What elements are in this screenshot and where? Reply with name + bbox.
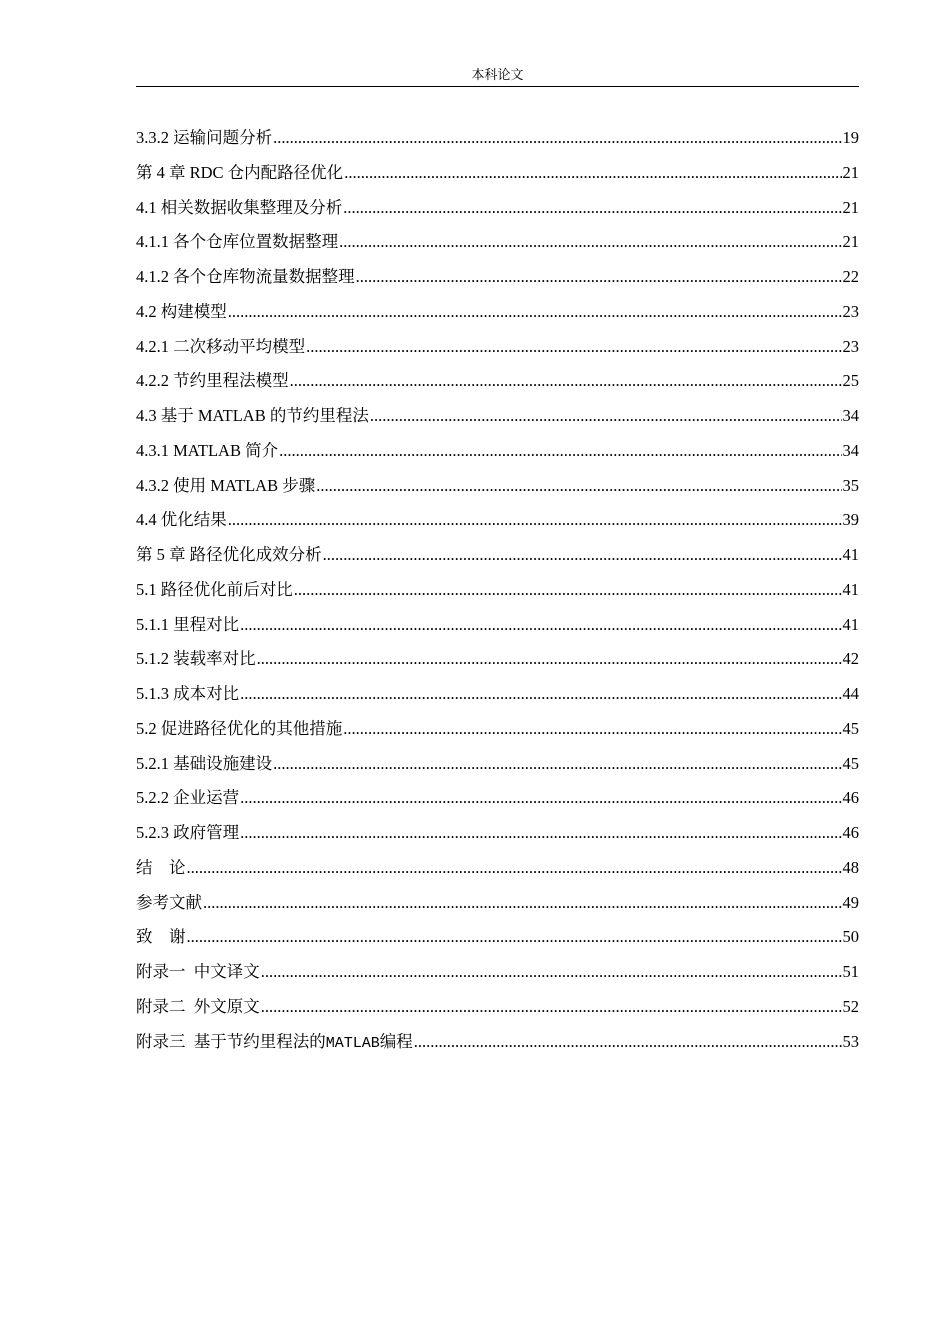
toc-dot-leader <box>414 1028 842 1056</box>
toc-entry-title: 5.2.2 企业运营 <box>136 788 240 808</box>
toc-dot-leader <box>273 750 841 778</box>
toc-dot-leader <box>370 402 842 430</box>
toc-dot-leader <box>356 263 842 291</box>
toc-entry[interactable] <box>136 923 859 958</box>
toc-entry[interactable] <box>136 854 859 889</box>
toc-entry-title: 4.3.1 MATLAB 简介 <box>136 440 279 460</box>
toc-entry-page: 21 <box>842 197 859 217</box>
toc-dot-leader <box>273 124 841 152</box>
toc-entry-title: 5.2.3 政府管理 <box>136 823 240 842</box>
toc-dot-leader <box>240 784 841 812</box>
toc-entry[interactable] <box>136 784 859 819</box>
toc-dot-leader <box>187 923 842 951</box>
toc-dot-leader <box>339 228 841 256</box>
toc-entry-page: 49 <box>842 892 859 912</box>
toc-entry[interactable] <box>136 124 859 159</box>
toc-entry-title: 第 4 章 RDC 仓内配路径优化 <box>136 162 344 182</box>
header-title: 本科论文 <box>471 67 524 82</box>
toc-dot-leader <box>187 854 842 882</box>
toc-entry-title: 附录二 外文原文 <box>136 996 260 1016</box>
toc-entry-page: 23 <box>842 336 859 356</box>
toc-entry-page: 48 <box>842 857 859 877</box>
toc-entry-title: 5.2 促进路径优化的其他措施 <box>136 718 343 738</box>
toc-entry-page: 34 <box>842 440 859 460</box>
toc-entry-title: 附录一 中文译文 <box>136 962 260 981</box>
toc-entry-title: 4.1 相关数据收集整理及分析 <box>136 197 343 217</box>
toc-dot-leader <box>240 819 841 847</box>
toc-entry-page: 25 <box>842 371 859 391</box>
toc-dot-leader <box>203 889 842 917</box>
toc-entry[interactable] <box>136 228 859 263</box>
toc-dot-leader <box>240 680 841 708</box>
toc-dot-leader <box>343 715 841 743</box>
toc-entry[interactable] <box>136 715 859 750</box>
toc-dot-leader <box>261 958 842 986</box>
toc-entry-page: 39 <box>842 510 859 530</box>
toc-entry[interactable] <box>136 472 859 507</box>
toc-dot-leader <box>323 541 842 569</box>
toc-entry[interactable] <box>136 367 859 402</box>
toc-entry-page: 22 <box>842 267 859 286</box>
toc-entry-page: 41 <box>842 579 859 599</box>
page-header <box>136 66 859 87</box>
toc-entry-title: 5.1.1 里程对比 <box>136 614 240 634</box>
toc-dot-leader <box>316 472 841 500</box>
toc-entry[interactable] <box>136 958 859 993</box>
toc-dot-leader <box>290 367 842 395</box>
toc-entry-page: 52 <box>842 996 859 1016</box>
toc-entry-title: 5.1 路径优化前后对比 <box>136 579 293 599</box>
toc-entry-page: 41 <box>842 545 859 564</box>
toc-entry-title: 致 谢 <box>136 927 186 947</box>
toc-dot-leader <box>294 576 842 604</box>
toc-entry[interactable] <box>136 541 859 576</box>
toc-entry-page: 41 <box>842 614 859 634</box>
toc-entry[interactable] <box>136 194 859 229</box>
toc-entry-title: 5.1.3 成本对比 <box>136 684 240 703</box>
toc-entry-page: 44 <box>842 684 859 703</box>
toc-entry-title: 4.2.2 节约里程法模型 <box>136 371 289 391</box>
toc-entry-title: 第 5 章 路径优化成效分析 <box>136 545 322 564</box>
table-of-contents <box>136 124 859 1062</box>
toc-entry-title: 5.2.1 基础设施建设 <box>136 753 273 773</box>
toc-entry[interactable] <box>136 437 859 472</box>
toc-entry[interactable] <box>136 263 859 298</box>
toc-entry-title: 4.2 构建模型 <box>136 301 227 321</box>
toc-entry-title: 4.1.1 各个仓库位置数据整理 <box>136 232 339 252</box>
toc-entry-title-suffix: 编程 <box>379 1031 413 1051</box>
toc-entry-page: 45 <box>842 718 859 738</box>
toc-entry[interactable] <box>136 993 859 1028</box>
toc-dot-leader <box>343 194 841 222</box>
toc-dot-leader <box>228 506 842 534</box>
toc-entry-page: 53 <box>842 1031 859 1051</box>
toc-entry-title: 5.1.2 装载率对比 <box>136 649 256 669</box>
toc-entry[interactable] <box>136 402 859 437</box>
toc-entry[interactable] <box>136 680 859 715</box>
toc-entry-title: 4.4 优化结果 <box>136 510 227 530</box>
toc-entry-page: 46 <box>842 823 859 842</box>
toc-dot-leader <box>279 437 841 465</box>
toc-entry-page: 35 <box>842 475 859 495</box>
toc-entry-title: 4.3 基于 MATLAB 的节约里程法 <box>136 406 369 425</box>
toc-entry-page: 23 <box>842 301 859 321</box>
toc-entry[interactable] <box>136 298 859 333</box>
toc-dot-leader <box>261 993 842 1021</box>
toc-entry-page: 45 <box>842 753 859 773</box>
toc-entry-page: 21 <box>842 232 859 252</box>
toc-dot-leader <box>228 298 842 326</box>
toc-dot-leader <box>257 645 842 673</box>
toc-entry[interactable] <box>136 506 859 541</box>
toc-entry-page: 19 <box>842 128 859 147</box>
toc-entry-page: 46 <box>842 788 859 808</box>
toc-entry-title: 4.2.1 二次移动平均模型 <box>136 336 306 356</box>
toc-entry-page: 34 <box>842 406 859 425</box>
toc-entry-title: 参考文献 <box>136 892 202 912</box>
toc-entry-title-mono: MATLAB <box>325 1034 380 1052</box>
toc-entry-title-prefix: 附录三 基于节约里程法的 <box>136 1031 326 1051</box>
toc-dot-leader <box>344 159 841 187</box>
toc-dot-leader <box>306 333 841 361</box>
toc-entry[interactable] <box>136 819 859 854</box>
toc-entry[interactable] <box>136 1028 859 1063</box>
toc-entry-title: 4.1.2 各个仓库物流量数据整理 <box>136 267 355 286</box>
toc-entry[interactable] <box>136 159 859 194</box>
toc-entry-page: 42 <box>842 649 859 669</box>
toc-entry-title: 3.3.2 运输问题分析 <box>136 128 273 147</box>
toc-entry[interactable] <box>136 576 859 611</box>
toc-entry-title <box>136 1028 413 1058</box>
toc-dot-leader <box>240 611 841 639</box>
toc-entry[interactable] <box>136 889 859 924</box>
toc-entry-page: 21 <box>842 162 859 182</box>
toc-entry-page: 51 <box>842 962 859 981</box>
toc-entry-title: 4.3.2 使用 MATLAB 步骤 <box>136 475 316 495</box>
toc-entry[interactable] <box>136 333 859 368</box>
toc-entry-title: 结 论 <box>136 857 186 877</box>
toc-entry[interactable] <box>136 750 859 785</box>
toc-entry[interactable] <box>136 611 859 646</box>
toc-entry-page: 50 <box>842 927 859 947</box>
toc-entry[interactable] <box>136 645 859 680</box>
